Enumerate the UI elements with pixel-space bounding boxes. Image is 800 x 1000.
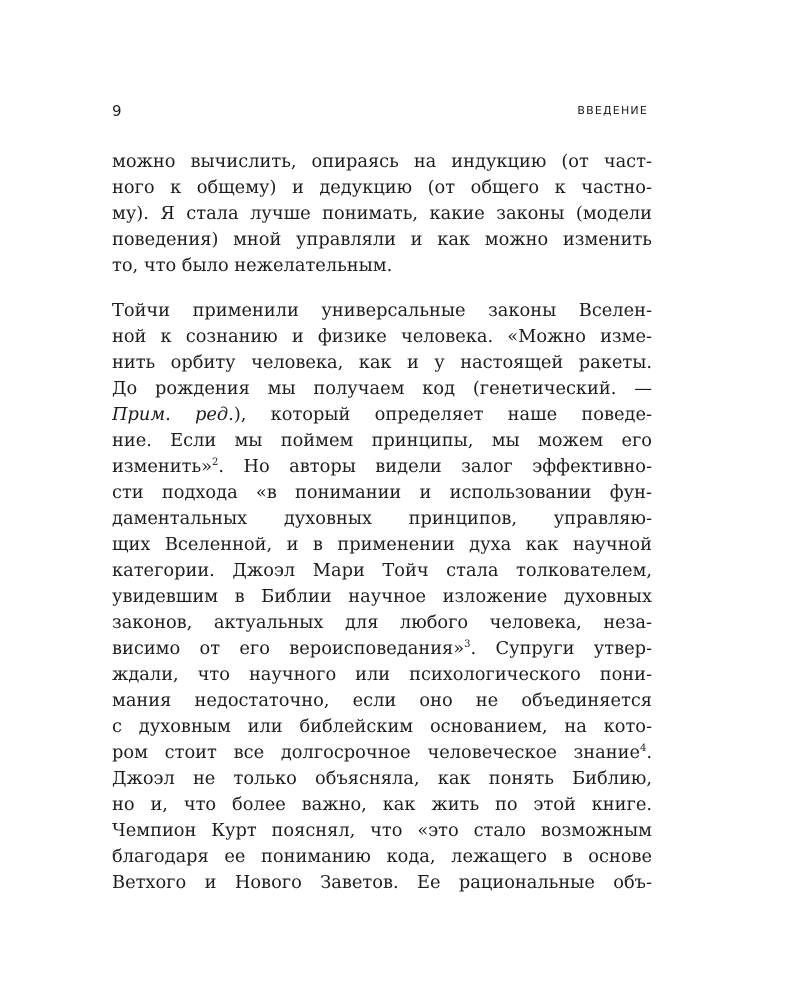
paragraph-1 (112, 149, 652, 279)
text-line (112, 454, 652, 480)
text-fragment: изменить» (112, 456, 213, 477)
text-fragment: . Супруги утвер- (470, 638, 652, 659)
text-line: даментальных духовных принципов, управляю- (112, 508, 652, 529)
text-line (112, 740, 652, 766)
running-header: ВВЕДЕНИЕ (577, 104, 648, 117)
text-line: категории. Джоэл Мари Тойч стала толкователем, (112, 560, 652, 581)
text-line: поведения) мной управляли и как можно изменить (112, 229, 652, 250)
text-line: Ветхого и Нового Заветов. Ее рациональные объ- (112, 872, 652, 893)
text-line: то, что было нежелательным. (112, 255, 393, 276)
footnote-ref[interactable]: 3 (464, 639, 471, 650)
text-line: благодаря ее пониманию кода, лежащего в основе (112, 846, 652, 867)
text-line: увидевшим в Библии научное изложение духовных (112, 586, 652, 607)
text-line: Чемпион Курт пояснял, что «это стало возможным (112, 820, 652, 841)
text-fragment: висимо от его вероисповедания» (112, 638, 465, 659)
text-line: законов, актуальных для любого человека, неза- (112, 612, 652, 633)
text-line: Тойчи применили универсальные законы Вселен- (112, 300, 652, 321)
text-line: щих Вселенной, и в применении духа как научной (112, 534, 652, 555)
text-line: ной к сознанию и физике человека. «Можно изме- (112, 326, 652, 347)
text-line (112, 636, 652, 662)
text-fragment: . Но авторы видели залог эффективно- (218, 456, 652, 477)
text-line: ждали, что научного или психологического пони- (112, 664, 652, 685)
text-fragment: ), который определяет наше поведе- (233, 404, 652, 425)
text-line: но и, что более важно, как жить по этой книге. (112, 794, 652, 815)
footnote-ref[interactable]: 2 (212, 457, 219, 468)
text-line: можно вычислить, опираясь на индукцию (от част- (112, 151, 652, 172)
text-line: ние. Если мы поймем принципы, мы можем его (112, 430, 652, 451)
page-number: 9 (112, 102, 122, 120)
footnote-ref[interactable]: 4 (639, 743, 647, 754)
text-fragment: . (646, 742, 652, 763)
text-line (112, 402, 652, 428)
text-line: мания недостаточно, если оно не объединяется (112, 690, 652, 711)
text-line: До рождения мы получаем код (генетический. — (112, 378, 652, 399)
text-line: сти подхода «в понимании и использовании фун- (112, 482, 652, 503)
text-line: нить орбиту человека, как и у настоящей ракеты. (112, 352, 652, 373)
editor-note: Прим. ред. (112, 404, 234, 425)
text-line: ного к общему) и дедукцию (от общего к частно- (112, 177, 652, 198)
text-line: му). Я стала лучше понимать, какие законы (модели (112, 203, 652, 224)
text-line: Джоэл не только объясняла, как понять Библию, (112, 768, 652, 789)
paragraph-2 (112, 298, 652, 896)
text-line: с духовным или библейским основанием, на кото- (112, 716, 652, 737)
text-fragment: ром стоит все долгосрочное человеческое знание (112, 742, 640, 763)
